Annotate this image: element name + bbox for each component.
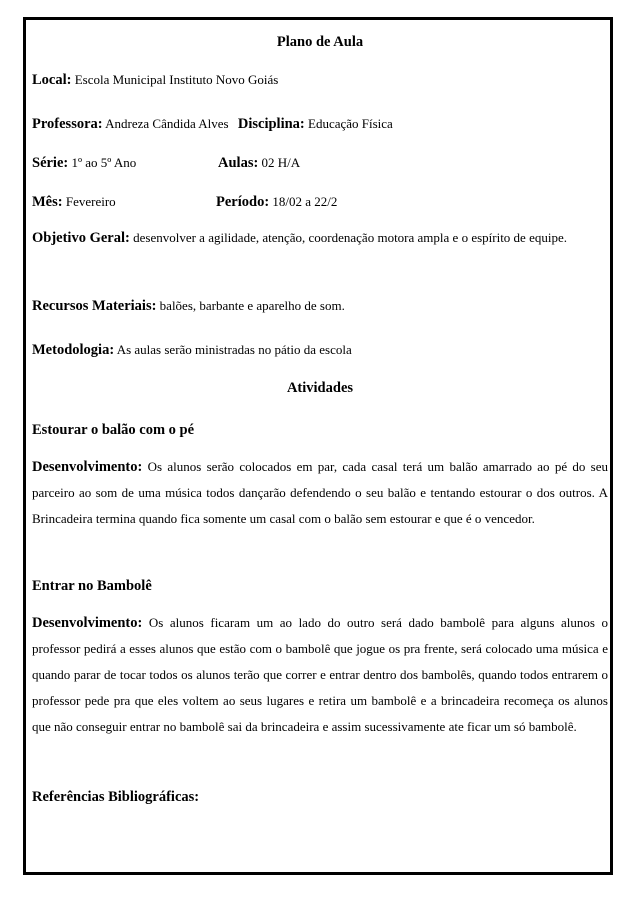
page-border (23, 17, 613, 875)
local-row (32, 72, 608, 88)
objetivo-label: Objetivo Geral: (32, 230, 130, 246)
local-value: Escola Municipal Instituto Novo Goiás (74, 72, 279, 87)
objetivo-value: desenvolver a agilidade, atenção, coordenação motora ampla e o espírito de equipe. (133, 230, 567, 245)
professora-row (32, 116, 608, 132)
aulas-label: Aulas: (218, 155, 259, 171)
activity-2-description (32, 610, 608, 740)
periodo-value: 18/02 a 22/2 (272, 194, 338, 209)
mes-label: Mês: (32, 194, 63, 210)
recursos-label: Recursos Materiais: (32, 298, 157, 314)
local-label: Local: (32, 72, 72, 88)
professora-value: Andreza Cândida Alves (105, 116, 229, 131)
page-title: Plano de Aula (276, 34, 364, 50)
metodologia-label: Metodologia: (32, 342, 115, 358)
activity-2-dev-label: Desenvolvimento: (32, 615, 143, 631)
activity-1-dev-text: Os alunos serão colocados em par, cada casal terá um balão amarrado ao pé do seu parceiro ao som de uma música todos dançarão defendendo o seu balão e tentando estourar o dos outros. A Brincadeira termina quando fica somente um casal com o balão sem estourar e que é o vencedor. (32, 459, 608, 526)
referencias-label: Referências Bibliográficas: (32, 789, 200, 805)
professora-label: Professora: (32, 116, 103, 132)
activity-2-title: Entrar no Bambolê (32, 578, 152, 594)
disciplina-label: Disciplina: (237, 116, 305, 132)
disciplina-value: Educação Física (308, 116, 393, 131)
activity-1-title: Estourar o balão com o pé (32, 422, 195, 438)
recursos-value: balões, barbante e aparelho de som. (159, 298, 345, 313)
aulas-group (218, 155, 300, 171)
mes-value: Fevereiro (65, 194, 116, 209)
atividades-title: Atividades (286, 380, 354, 396)
recursos-row (32, 298, 608, 314)
serie-label: Série: (32, 155, 69, 171)
metodologia-value: As aulas serão ministradas no pátio da escola (116, 342, 352, 357)
activity-1-description (32, 454, 608, 532)
serie-value: 1º ao 5º Ano (71, 155, 137, 170)
serie-row (32, 155, 608, 171)
mes-row (32, 194, 608, 210)
periodo-group (216, 194, 337, 210)
activity-1-dev-label: Desenvolvimento: (32, 459, 143, 475)
activity-2-dev-text: Os alunos ficaram um ao lado do outro será dado bambolê para alguns alunos o professor pedirá a esses alunos que estão com o bambolê que jogue os pra frente, será colocado uma música e quando parar de tocar todos os alunos terão que correr e entrar dentro dos bambolês, quando todos entrarem o professor pede pra que eles voltem ao seus lugares e retira um bambolê e a brincadeira recomeça os alunos que não conseguir entrar no bambolê sai da brincadeira e assim sucessivamente ate ficar um só bambolê. (32, 615, 609, 734)
aulas-value: 02 H/A (261, 155, 301, 170)
periodo-label: Período: (216, 194, 270, 210)
objetivo-paragraph (32, 225, 608, 251)
metodologia-row (32, 342, 608, 358)
